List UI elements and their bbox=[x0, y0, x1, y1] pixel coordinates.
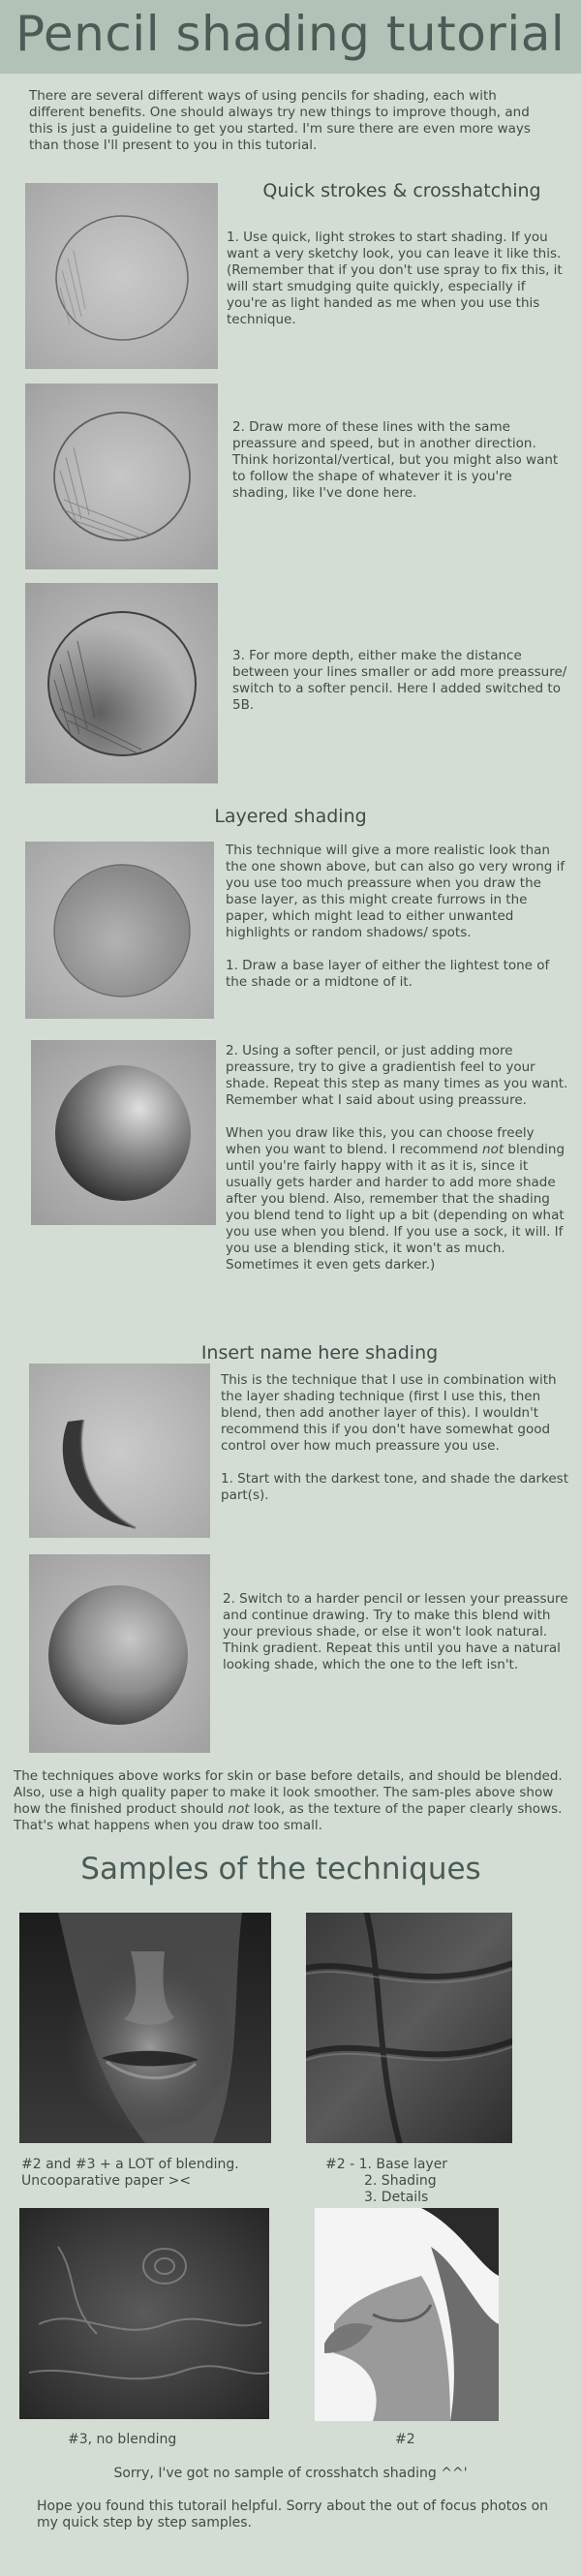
insert-sphere-photo-2 bbox=[29, 1554, 210, 1753]
layered-step-2: 2. Using a softer pencil, or just adding more preassure, try to give a gradientish feel to your shade. Repeat this step as many times as you want. Remember what I said about using preassure. bbox=[226, 1043, 568, 1108]
sketchy-sphere-photo-1 bbox=[25, 183, 218, 369]
layered-sphere-photo-1 bbox=[25, 842, 214, 1019]
insert-intro-block bbox=[221, 1372, 569, 1504]
section-heading-layered: Layered shading bbox=[214, 806, 367, 827]
layered-intro-block bbox=[226, 843, 569, 991]
section-heading-insert-name: Insert name here shading bbox=[200, 1342, 439, 1364]
layered-note-a: When you draw like this, you can choose freely when you want to blend. I recommend bbox=[226, 1125, 535, 1157]
sample-arm-photo bbox=[315, 2208, 499, 2421]
title-banner bbox=[0, 0, 581, 74]
summary-text bbox=[14, 1768, 570, 1834]
layered-intro: This technique will give a more realistic look than the one shown above, but can also go very wrong if you use too much preassure when you draw the base layer, as this might create furrows in the paper, which might lead to either unwanted highlights or random shadows/ spots. bbox=[226, 843, 566, 940]
layered-sphere-photo-2 bbox=[31, 1040, 216, 1225]
sample-caption-2-line-1: #2 - 1. Base layer bbox=[325, 2157, 448, 2172]
sample-texture-photo bbox=[19, 2208, 269, 2419]
quick-step-1: 1. Use quick, light strokes to start shading. If you want a very sketchy look, you can leave it like this. (Remember that if you don't use spray to fix this, it will start smudging quite quickly, especially if you're as light handed as me when you use this technique. bbox=[227, 230, 563, 327]
sample-caption-1: #2 and #3 + a LOT of blending. Uncooparative paper >< bbox=[21, 2157, 239, 2189]
intro-text: There are several different ways of using pencils for shading, each with different benefits. One should always try new things to improve though, and this is just a guideline to get you started. I'm sure there are even more ways than those I'll present to you in this tutorial. bbox=[29, 88, 531, 153]
layered-note-b: blending until you're fairly happy with it as it is, since it usually gets harder and harder to add more shade after you blend. Also, remember that the shading you blend tend to light up a bit (depending on what you use when you blend. If you use a sock, it will. If you use a blending stick, it won't as much. Sometimes it even gets darker.) bbox=[226, 1142, 566, 1273]
sketchy-sphere-photo-2 bbox=[25, 383, 218, 569]
layered-step-2-block bbox=[226, 1043, 569, 1273]
sample-caption-3: #3, no blending bbox=[68, 2432, 177, 2447]
layered-note-emphasis: not bbox=[482, 1142, 505, 1157]
summary-emphasis: not bbox=[228, 1801, 250, 1817]
layered-step-1: 1. Draw a base layer of either the lightest tone of the shade or a midtone of it. bbox=[226, 958, 550, 990]
insert-intro: This is the technique that I use in combination with the layer shading technique (first I use this, then blend, then add another layer of this). I wouldn't recommend this if you don't have somewhat good control over how much preassure you use. bbox=[221, 1372, 557, 1454]
sample-caption-4: #2 bbox=[395, 2432, 415, 2447]
sample-caption-2 bbox=[325, 2157, 538, 2206]
insert-step-2: 2. Switch to a harder pencil or lessen your preassure and continue drawing. Try to make this blend with your previous shade, or else it won't look natural. Think gradient. Repeat this until you have a natural looking shade, which the one to the left isn't. bbox=[223, 1591, 568, 1672]
page-title: Pencil shading tutorial bbox=[15, 6, 566, 62]
footer-hope: Hope you found this tutorail helpful. Sorry about the out of focus photos on my quick step by step samples. bbox=[37, 2499, 549, 2530]
summary-b: look, as the texture of the paper clearly shows. That's what happens when you draw too small. bbox=[14, 1801, 563, 1833]
sample-leather-photo bbox=[306, 1913, 512, 2143]
sample-caption-2-line-2: 2. Shading bbox=[364, 2173, 437, 2189]
insert-step-1: 1. Start with the darkest tone, and shade the darkest part(s). bbox=[221, 1471, 568, 1503]
sketchy-sphere-photo-3 bbox=[25, 583, 218, 783]
insert-sphere-photo-1 bbox=[29, 1364, 210, 1538]
section-heading-quick-strokes: Quick strokes & crosshatching bbox=[262, 180, 541, 201]
quick-step-3: 3. For more depth, either make the distance between your lines smaller or add more preassure/ switch to a softer pencil. Here I added switched to 5B. bbox=[232, 648, 567, 713]
samples-heading: Samples of the techniques bbox=[80, 1852, 481, 1886]
quick-step-2: 2. Draw more of these lines with the same preassure and speed, but in another direction. Think horizontal/vertical, but you might also want to follow the shape of whatever it is you're shading, like I've done here. bbox=[232, 419, 559, 501]
layered-note bbox=[226, 1125, 569, 1273]
sample-caption-2-line-3: 3. Details bbox=[364, 2190, 429, 2205]
summary-a: The techniques above works for skin or base before details, and should be blended. Also, use a high quality paper to make it look smoother. The sam-ples above show how the finished product should bbox=[14, 1768, 563, 1817]
sample-face-photo bbox=[19, 1913, 271, 2143]
footer-sorry: Sorry, I've got no sample of crosshatch shading ^^' bbox=[113, 2466, 468, 2481]
